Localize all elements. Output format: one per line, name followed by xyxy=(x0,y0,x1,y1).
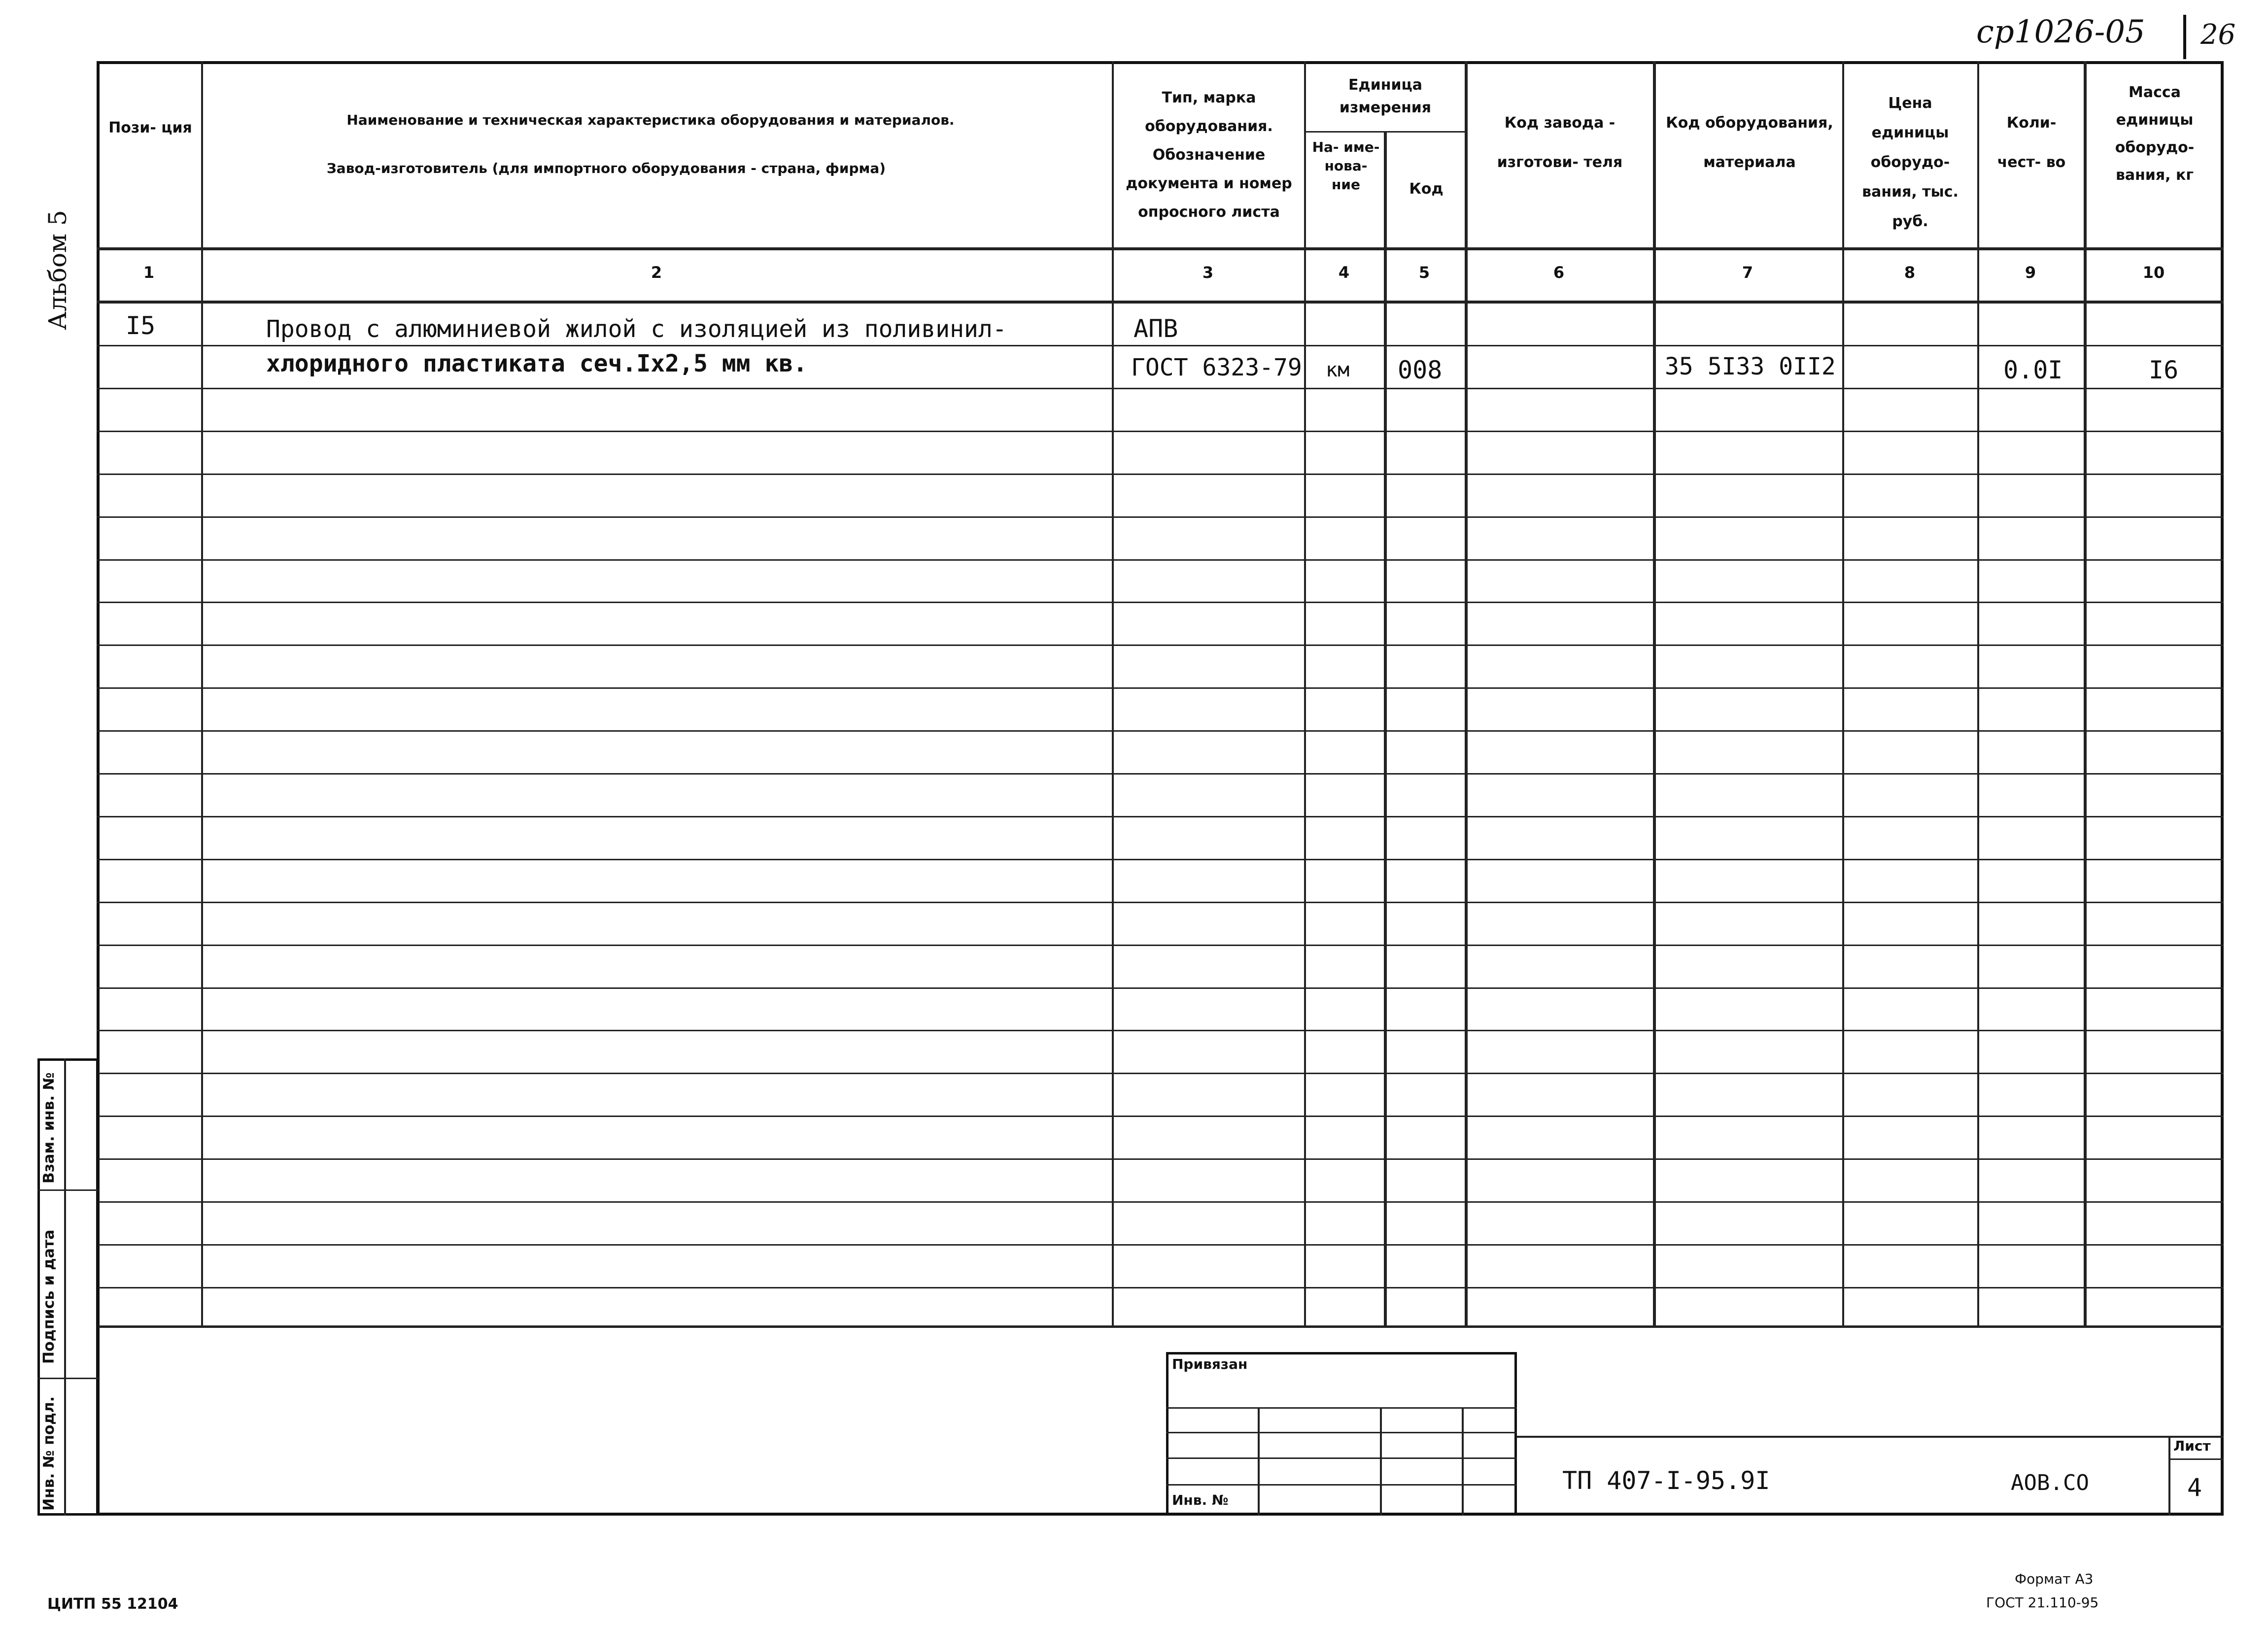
side-stamp-line-1 xyxy=(37,1189,99,1191)
row-line xyxy=(97,687,2224,689)
row-line xyxy=(97,1287,2224,1288)
row-line xyxy=(97,1116,2224,1117)
side-vzam: Взам. инв. № xyxy=(40,1072,58,1184)
stamp-vline-3 xyxy=(1462,1407,1464,1516)
row2-mass: I6 xyxy=(2149,356,2179,384)
col-line-8 xyxy=(1977,61,1979,1325)
colnum-7: 7 xyxy=(1742,263,1753,282)
row-line xyxy=(97,773,2224,775)
stamp-line-4 xyxy=(1166,1484,1517,1486)
privyazan-block xyxy=(1166,1352,1517,1516)
header-price: Цена единицы оборудо- вания, тыс. руб. xyxy=(1862,95,1959,230)
row-line xyxy=(97,1244,2224,1246)
colnum-2: 2 xyxy=(651,263,662,282)
side-inv-podl: Инв. № подл. xyxy=(40,1396,58,1511)
side-stamp-divider xyxy=(64,1058,66,1516)
col-line-2 xyxy=(1112,61,1114,1325)
sheet-code: ср1026-05 xyxy=(1976,14,2145,50)
header-equip-code: Код оборудования, материала xyxy=(1666,114,1833,171)
list-number: 4 xyxy=(2187,1473,2202,1502)
row-line xyxy=(97,1158,2224,1160)
section-code: АОВ.СО xyxy=(2011,1470,2089,1495)
row-line xyxy=(97,559,2224,561)
header-factory-code: Код завода - изготови- теля xyxy=(1497,114,1623,171)
row-line xyxy=(97,345,2224,346)
header-name-line2: Завод-изготовитель (для импортного оборудования - страна, фирма) xyxy=(326,160,886,176)
inv-no-label: Инв. № xyxy=(1172,1492,1229,1508)
colnum-8: 8 xyxy=(1904,263,1916,282)
stamp-line-2 xyxy=(1166,1432,1517,1433)
row-line xyxy=(97,474,2224,475)
table-bottom-line xyxy=(97,1325,2224,1328)
sheet-page-number: 26 xyxy=(2200,19,2236,51)
row2-code: 008 xyxy=(1398,356,1443,384)
colnum-9: 9 xyxy=(2025,263,2036,282)
col-line-7 xyxy=(1842,61,1844,1325)
col-line-6 xyxy=(1653,61,1656,1325)
colnum-5: 5 xyxy=(1418,263,1430,282)
row-line xyxy=(97,816,2224,817)
album-label: Альбом 5 xyxy=(43,210,72,330)
privyazan-label: Привязан xyxy=(1172,1356,1248,1372)
row-line xyxy=(97,987,2224,989)
col-line-4 xyxy=(1384,131,1387,1325)
colnum-3: 3 xyxy=(1202,263,1214,282)
colnum-bottom-line xyxy=(97,301,2224,304)
header-mass: Масса единицы оборудо- вания, кг xyxy=(2115,84,2195,184)
row1-name: Провод с алюминиевой жилой с изоляцией из поливинил- xyxy=(266,315,1007,343)
header-type: Тип, марка оборудования. Обозначение документа и номер опросного листа xyxy=(1126,89,1292,221)
header-position: Пози- ция xyxy=(108,119,192,136)
footer-left: ЦИТП 55 12104 xyxy=(47,1595,178,1613)
doc-code: ТП 407-I-95.9I xyxy=(1562,1466,1770,1495)
sheet-page-box xyxy=(2183,15,2186,59)
row1-type: АПВ xyxy=(1134,314,1178,343)
row2-unit: км xyxy=(1326,359,1350,381)
footer-gost: ГОСТ 21.110-95 xyxy=(1986,1594,2099,1611)
row-line xyxy=(97,730,2224,732)
list-box-left xyxy=(2168,1436,2170,1516)
col-line-1 xyxy=(201,61,203,1325)
row2-qty: 0.0I xyxy=(2003,356,2063,384)
colnum-10: 10 xyxy=(2142,263,2165,282)
row-line xyxy=(97,431,2224,432)
stamp-vline-2 xyxy=(1380,1407,1382,1516)
row-line xyxy=(97,1030,2224,1031)
row-line xyxy=(97,945,2224,946)
row1-position: I5 xyxy=(126,311,156,340)
row-line xyxy=(97,388,2224,389)
header-name-line1: Наименование и техническая характеристика оборудования и материалов. xyxy=(346,112,955,128)
row-line xyxy=(97,1073,2224,1074)
list-label: Лист xyxy=(2173,1438,2211,1454)
footer-format: Формат А3 xyxy=(2015,1571,2094,1587)
row-line xyxy=(97,902,2224,903)
list-box-mid xyxy=(2168,1458,2224,1460)
col-line-3 xyxy=(1304,61,1306,1325)
row2-type: ГОСТ 6323-79 xyxy=(1131,354,1302,381)
side-stamp-line-2 xyxy=(37,1378,99,1379)
header-unit-group: Единица измерения xyxy=(1339,76,1432,116)
row-line xyxy=(97,516,2224,518)
stamp-line-1 xyxy=(1166,1407,1517,1409)
header-quantity: Коли- чест- во xyxy=(1997,114,2066,171)
row2-name: хлоридного пластиката сеч.Iх2,5 мм кв. xyxy=(266,350,808,377)
col-line-9 xyxy=(2084,61,2087,1325)
row-line xyxy=(97,859,2224,860)
title-block-top xyxy=(1517,1436,2224,1438)
header-bottom-line xyxy=(97,247,2224,250)
colnum-1: 1 xyxy=(143,263,155,282)
colnum-6: 6 xyxy=(1553,263,1565,282)
header-unit-code: Код xyxy=(1409,180,1443,198)
row-line xyxy=(97,602,2224,603)
header-unit-name: На- име- нова- ние xyxy=(1312,139,1380,193)
side-podpis: Подпись и дата xyxy=(40,1229,58,1364)
stamp-vline-1 xyxy=(1258,1407,1260,1516)
col-line-5 xyxy=(1465,61,1468,1325)
stamp-line-3 xyxy=(1166,1457,1517,1459)
row-line xyxy=(97,1201,2224,1203)
colnum-4: 4 xyxy=(1338,263,1350,282)
row2-equip-code: 35 5I33 0II2 xyxy=(1665,353,1836,380)
row-line xyxy=(97,644,2224,646)
